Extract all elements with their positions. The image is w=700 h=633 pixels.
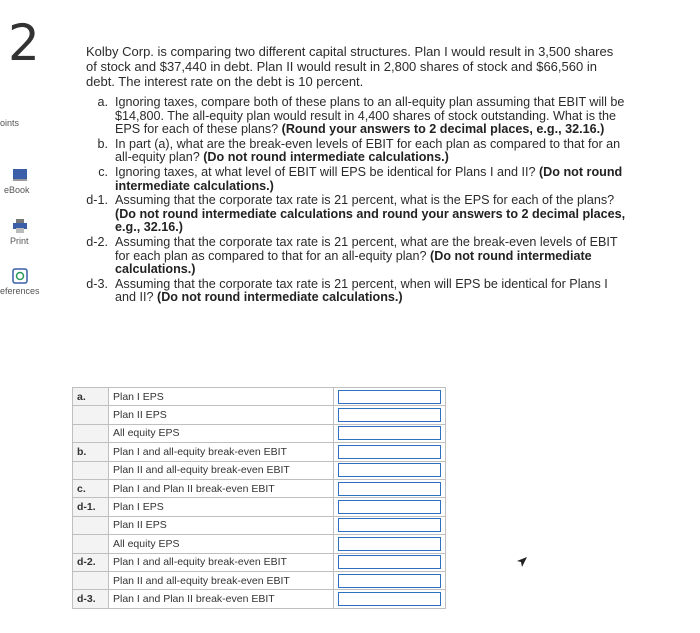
table-row — [73, 479, 446, 497]
part-label: a. — [97, 95, 108, 109]
part-text: Ignoring taxes, at what level of EBIT will EPS be identical for Plans I and II? — [115, 164, 536, 179]
part-label: d-1. — [86, 193, 108, 208]
part-instruction: (Do not round intermediate calculations.) — [203, 150, 449, 165]
part-instruction: (Do not round intermediate calculations and round your answers to 2 decimal places, e.g., 32.16.) — [115, 206, 626, 235]
row-description: Plan I and all-equity break-even EBIT — [109, 443, 334, 461]
answer-input[interactable] — [338, 426, 441, 440]
part-instruction: (Do not round intermediate calculations.) — [115, 248, 592, 277]
answer-table — [72, 387, 446, 609]
part-text: In part (a), what are the break-even levels of EBIT for each plan as compared to that for an all-equity plan? — [115, 136, 621, 165]
table-row — [73, 571, 446, 589]
table-row — [73, 590, 446, 608]
part-text: Assuming that the corporate tax rate is 21 percent, when will EPS be identical for Plans I and II? — [115, 276, 608, 305]
answer-input[interactable] — [338, 408, 441, 422]
answer-input[interactable] — [338, 463, 441, 477]
table-row — [73, 424, 446, 442]
question-parts — [72, 96, 632, 306]
ebook-label[interactable]: eBook — [4, 185, 30, 195]
row-description: Plan II EPS — [109, 516, 334, 534]
table-row — [73, 516, 446, 534]
row-label — [73, 535, 109, 553]
part-text: Assuming that the corporate tax rate is 21 percent, what is the EPS for each of the plans? — [115, 193, 615, 208]
part-c — [72, 166, 632, 193]
part-label: d-2. — [86, 234, 108, 249]
part-label: c. — [98, 164, 108, 179]
row-description: Plan II and all-equity break-even EBIT — [109, 571, 334, 589]
row-description: Plan I and all-equity break-even EBIT — [109, 553, 334, 571]
question-number: 2 — [8, 14, 40, 72]
part-text: Assuming that the corporate tax rate is 21 percent, what are the break-even levels of EBIT for each plan as compared to that for an all-equity plan? — [115, 234, 618, 263]
row-description: Plan I and Plan II break-even EBIT — [109, 479, 334, 497]
table-row — [73, 443, 446, 461]
row-label — [73, 406, 109, 424]
part-text: Ignoring taxes, compare both of these plans to an all-equity plan assuming that EBIT will be $14,800. The all-equity plan would result in 4,400 shares of stock outstanding. What is the EPS for each of these plans? — [115, 95, 625, 137]
row-description: Plan I and Plan II break-even EBIT — [109, 590, 334, 608]
row-label — [73, 516, 109, 534]
table-row — [73, 553, 446, 571]
table-row — [73, 461, 446, 479]
part-d3 — [72, 278, 632, 305]
answer-input[interactable] — [338, 518, 441, 532]
table-row — [73, 388, 446, 406]
part-instruction: (Do not round intermediate calculations.) — [115, 164, 623, 193]
row-label — [73, 461, 109, 479]
row-label: c. — [73, 479, 109, 497]
answer-input[interactable] — [338, 537, 441, 551]
row-label: d-3. — [73, 590, 109, 608]
answer-input[interactable] — [338, 445, 441, 459]
row-label: b. — [73, 443, 109, 461]
answer-input[interactable] — [338, 482, 441, 496]
table-row — [73, 535, 446, 553]
row-description: Plan I EPS — [109, 388, 334, 406]
answer-input[interactable] — [338, 592, 441, 606]
answer-input[interactable] — [338, 390, 441, 404]
answer-input[interactable] — [338, 574, 441, 588]
answer-input[interactable] — [338, 555, 441, 569]
part-label: b. — [97, 136, 108, 151]
row-description: Plan II and all-equity break-even EBIT — [109, 461, 334, 479]
part-label: d-3. — [86, 276, 108, 291]
part-d2 — [72, 236, 632, 277]
part-instruction: (Round your answers to 2 decimal places, e.g., 32.16.) — [281, 122, 605, 137]
table-row — [73, 406, 446, 424]
question-intro: Kolby Corp. is comparing two different capital structures. Plan I would result in 3,500 shares of stock and $37,440 in debt. Plan II would result in 2,800 shares of stock and $66,560 in debt. The interest rate on the debt is 10 percent. — [86, 44, 614, 89]
part-b — [72, 138, 632, 165]
row-description: All equity EPS — [109, 424, 334, 442]
row-label — [73, 424, 109, 442]
row-description: All equity EPS — [109, 535, 334, 553]
row-description: Plan II EPS — [109, 406, 334, 424]
print-label[interactable]: Print — [10, 236, 29, 246]
row-label — [73, 571, 109, 589]
row-label: d-2. — [73, 553, 109, 571]
table-row — [73, 498, 446, 516]
mouse-cursor-icon — [516, 555, 528, 573]
references-label[interactable]: eferences — [0, 286, 40, 296]
answer-input[interactable] — [338, 500, 441, 514]
row-description: Plan I EPS — [109, 498, 334, 516]
row-label: d-1. — [73, 498, 109, 516]
part-d1 — [72, 194, 632, 235]
part-instruction: (Do not round intermediate calculations.) — [157, 290, 403, 305]
row-label: a. — [73, 388, 109, 406]
points-label: oints — [0, 118, 20, 128]
part-a — [72, 96, 632, 137]
